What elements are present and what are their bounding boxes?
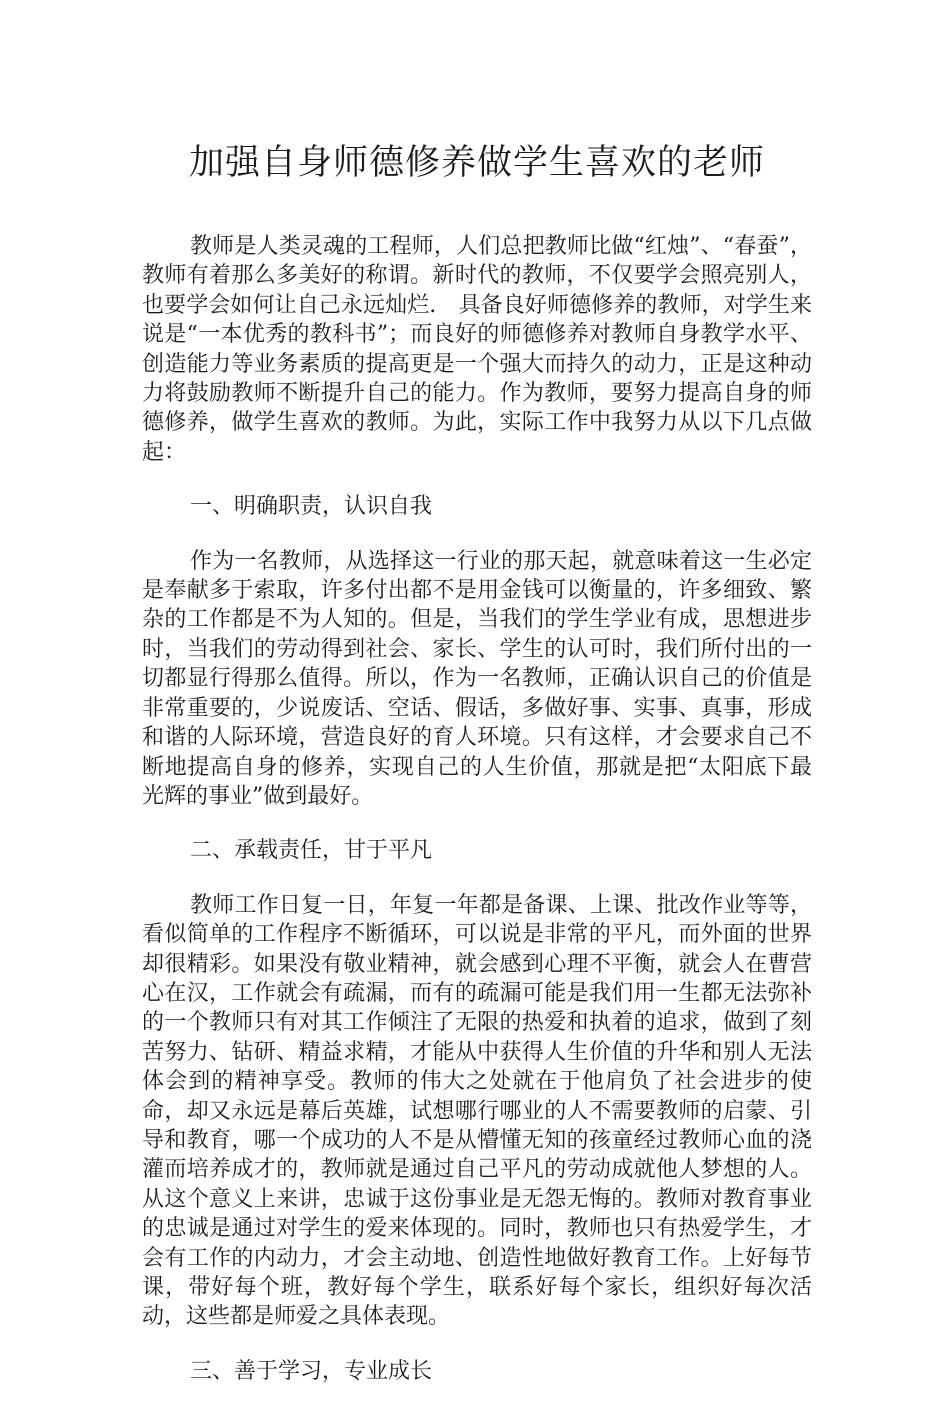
section-2-heading: 二、承载责任，甘于平凡	[190, 838, 433, 864]
document-title: 加强自身师德修养做学生喜欢的老师	[188, 143, 765, 183]
document-content	[142, 140, 812, 1411]
section-1-paragraph: 作为一名教师，从选择这一行业的那天起，就意味着这一生必定是奉献多于索取，许多付出都不是用金钱可以衡量的，许多细致、繁杂的工作都是不为人知的。但是，当我们的学生学业有成，思想进步时，当我们的劳动得到社会、家长、学生的认可时，我们所付出的一切都显行得那么值得。所以，作为一名教师，正确认识自己的价值是非常重要的，少说废话、空话、假话，多做好事、实事、真事，形成和谐的人际环境，营造良好的育人环境。只有这样，才会要求自己不断地提高自身的修养，实现自己的人生价值，那就是把“太阳底下最光辉的事业”做到最好。	[142, 548, 812, 809]
section-1-heading: 一、明确职责，认识自我	[190, 494, 433, 520]
section-3-heading: 三、善于学习，专业成长	[190, 1358, 433, 1384]
intro-paragraph: 教师是人类灵魂的工程师，人们总把教师比做“红烛”、“春蚕”，教师有着那么多美好的称谓。新时代的教师，不仅要学会照亮别人，也要学会如何让自己永远灿烂. 具备良好师德修养的教师，对学生来说是“一本优秀的教科书”；而良好的师德修养对教师自身教学水平、创造能力等业务素质的提高更是一个强大而持久的动力，正是这种动力将鼓励教师不断提升自己的能力。作为教师，要努力提高自身的师德修养，做学生喜欢的教师。为此，实际工作中我努力从以下几点做起：	[142, 234, 812, 465]
section-2-paragraph: 教师工作日复一日，年复一年都是备课、上课、批改作业等等，看似简单的工作程序不断循环，可以说是非常的平凡，而外面的世界却很精彩。如果没有敬业精神，就会感到心理不平衡，就会人在曹营心在汉，工作就会有疏漏，而有的疏漏可能是我们用一生都无法弥补的一个教师只有对其工作倾注了无限的热爱和执着的追求，做到了刻苦努力、钻研、精益求精，才能从中获得人生价值的升华和别人无法体会到的精神享受。教师的伟大之处就在于他肩负了社会进步的使命，却又永远是幕后英雄，试想哪行哪业的人不需要教师的启蒙、引导和教育，哪一个成功的人不是从懵懂无知的孩童经过教师心血的浇灌而培养成才的，教师就是通过自己平凡的劳动成就他人梦想的人。从这个意义上来讲，忠诚于这份事业是无怨无悔的。教师对教育事业的忠诚是通过对学生的爱来体现的。同时，教师也只有热爱学生，才会有工作的内动力，才会主动地、创造性地做好教育工作。上好每节课，带好每个班，教好每个学生，联系好每个家长，组织好每次活动，这些都是师爱之具体表现。	[142, 892, 812, 1330]
